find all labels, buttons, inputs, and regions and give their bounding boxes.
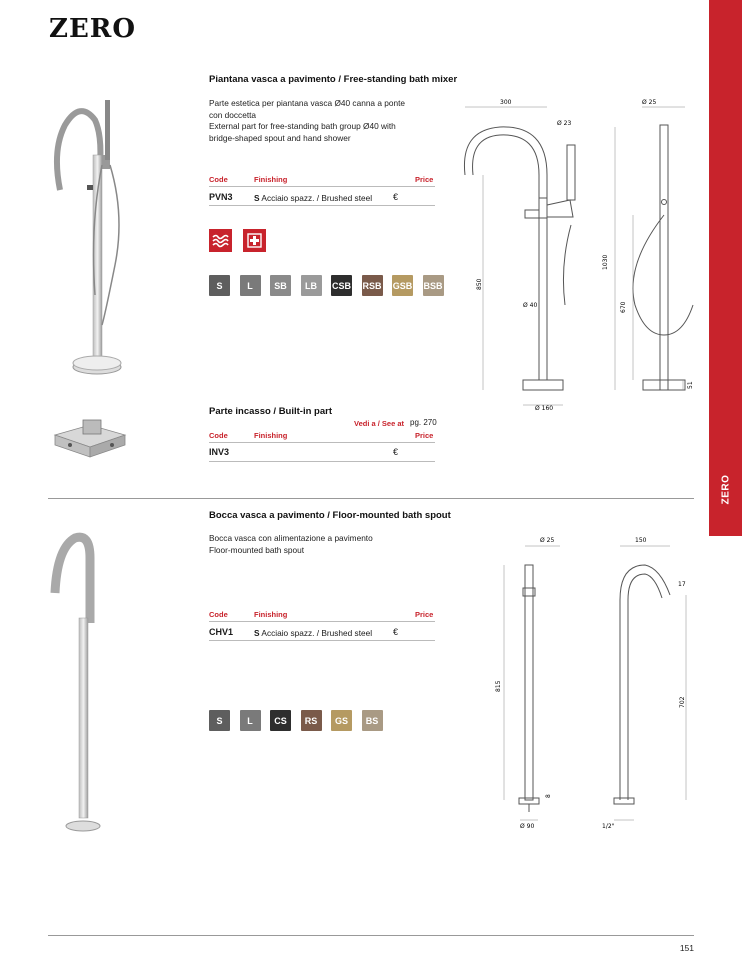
bath-spout-technical-drawing [490, 530, 700, 835]
dim-670: 670 [620, 301, 627, 313]
footer-rule [48, 935, 694, 936]
finish-code: S [254, 628, 260, 638]
section2-title: Parte incasso / Built-in part [209, 406, 332, 417]
wave-icon [209, 229, 232, 252]
dim-25: Ø 25 [540, 537, 555, 544]
code-header: Code [209, 431, 228, 440]
section3-title: Bocca vasca a pavimento / Floor-mounted bath spout [209, 510, 451, 521]
dim-half-inch: 1/2" [602, 823, 615, 830]
dim-8: 8 [545, 794, 552, 798]
dim-40: Ø 40 [523, 302, 538, 309]
finishing-header: Finishing [254, 175, 288, 184]
finish-swatch-s: S [209, 710, 230, 731]
finish-swatch-bs: BS [362, 710, 383, 731]
desc-line: Bocca vasca con alimentazione a pavimento [209, 533, 373, 543]
finish-description [254, 193, 372, 203]
side-tab-label: ZERO [720, 474, 731, 505]
section3-description [209, 533, 373, 556]
dim-150: 150 [635, 537, 647, 544]
bath-mixer-photo [40, 95, 140, 385]
section1-title: Piantana vasca a pavimento / Free-standing bath mixer [209, 74, 458, 85]
swiss-cross-icon [243, 229, 266, 252]
desc-line: Floor-mounted bath spout [209, 544, 305, 555]
code-header: Code [209, 175, 228, 184]
desc-line: con doccetta [209, 109, 257, 120]
desc-line: Parte estetica per piantana vasca Ø40 canna a ponte [209, 98, 406, 108]
dim-815: 815 [495, 680, 502, 692]
code-header: Code [209, 610, 228, 619]
finish-swatch-sb: SB [270, 275, 291, 296]
see-label: Vedi a / See at [354, 419, 405, 428]
divider [209, 205, 435, 206]
divider [209, 461, 435, 462]
finish-swatch-rs: RS [301, 710, 322, 731]
finish-swatch-bsb: BSB [423, 275, 444, 296]
dim-300: 300 [500, 99, 512, 106]
finish-swatch-csb: CSB [331, 275, 352, 296]
dim-850: 850 [476, 278, 483, 290]
finish-swatch-s: S [209, 275, 230, 296]
side-tab [709, 0, 742, 536]
brand-logo: ZERO [49, 14, 137, 44]
finish-text: Acciaio spazz. / Brushed steel [261, 628, 373, 638]
product-code: CHV1 [209, 627, 234, 637]
dim-1030: 1030 [602, 254, 609, 270]
product-code: INV3 [209, 447, 230, 457]
price-value: € [393, 627, 399, 637]
dim-51: 51 [687, 381, 694, 389]
finishing-header: Finishing [254, 610, 288, 619]
finish-swatch-l: L [240, 275, 261, 296]
dim-702: 702 [679, 696, 686, 708]
bath-spout-photo [45, 528, 115, 838]
bath-mixer-technical-drawing [455, 95, 695, 415]
finish-description [254, 628, 372, 638]
finish-swatch-gsb: GSB [392, 275, 413, 296]
finishing-header: Finishing [254, 431, 288, 440]
thermostatic-badge [209, 229, 232, 252]
see-page: pg. 270 [410, 418, 437, 427]
finish-swatch-l: L [240, 710, 261, 731]
product-code: PVN3 [209, 192, 233, 202]
page-number: 151 [679, 943, 694, 953]
finish-swatch-cs: CS [270, 710, 291, 731]
finish-text: Acciaio spazz. / Brushed steel [261, 193, 373, 203]
built-in-part-photo [50, 415, 130, 465]
finish-swatch-gs: GS [331, 710, 352, 731]
dim-23: Ø 23 [557, 120, 572, 127]
section-separator [48, 498, 694, 499]
finish-swatch-rsb: RSB [362, 275, 383, 296]
desc-line: External part for free-standing bath group Ø40 with [209, 121, 396, 131]
desc-line: bridge-shaped spout and hand shower [209, 132, 351, 143]
section1-description [209, 98, 449, 144]
finish-swatch-lb: LB [301, 275, 322, 296]
price-value: € [393, 192, 399, 202]
swiss-badge [243, 229, 266, 252]
finish-code: S [254, 193, 260, 203]
dim-160: Ø 160 [535, 405, 554, 412]
divider [209, 621, 435, 622]
divider [209, 442, 435, 443]
dim-90: Ø 90 [520, 823, 535, 830]
divider [209, 640, 435, 641]
dim-25: Ø 25 [642, 99, 657, 106]
divider [209, 186, 435, 187]
price-value: € [393, 447, 399, 457]
price-header: Price [415, 175, 434, 184]
price-header: Price [415, 431, 434, 440]
dim-17: 17 [678, 581, 686, 588]
price-header: Price [415, 610, 434, 619]
